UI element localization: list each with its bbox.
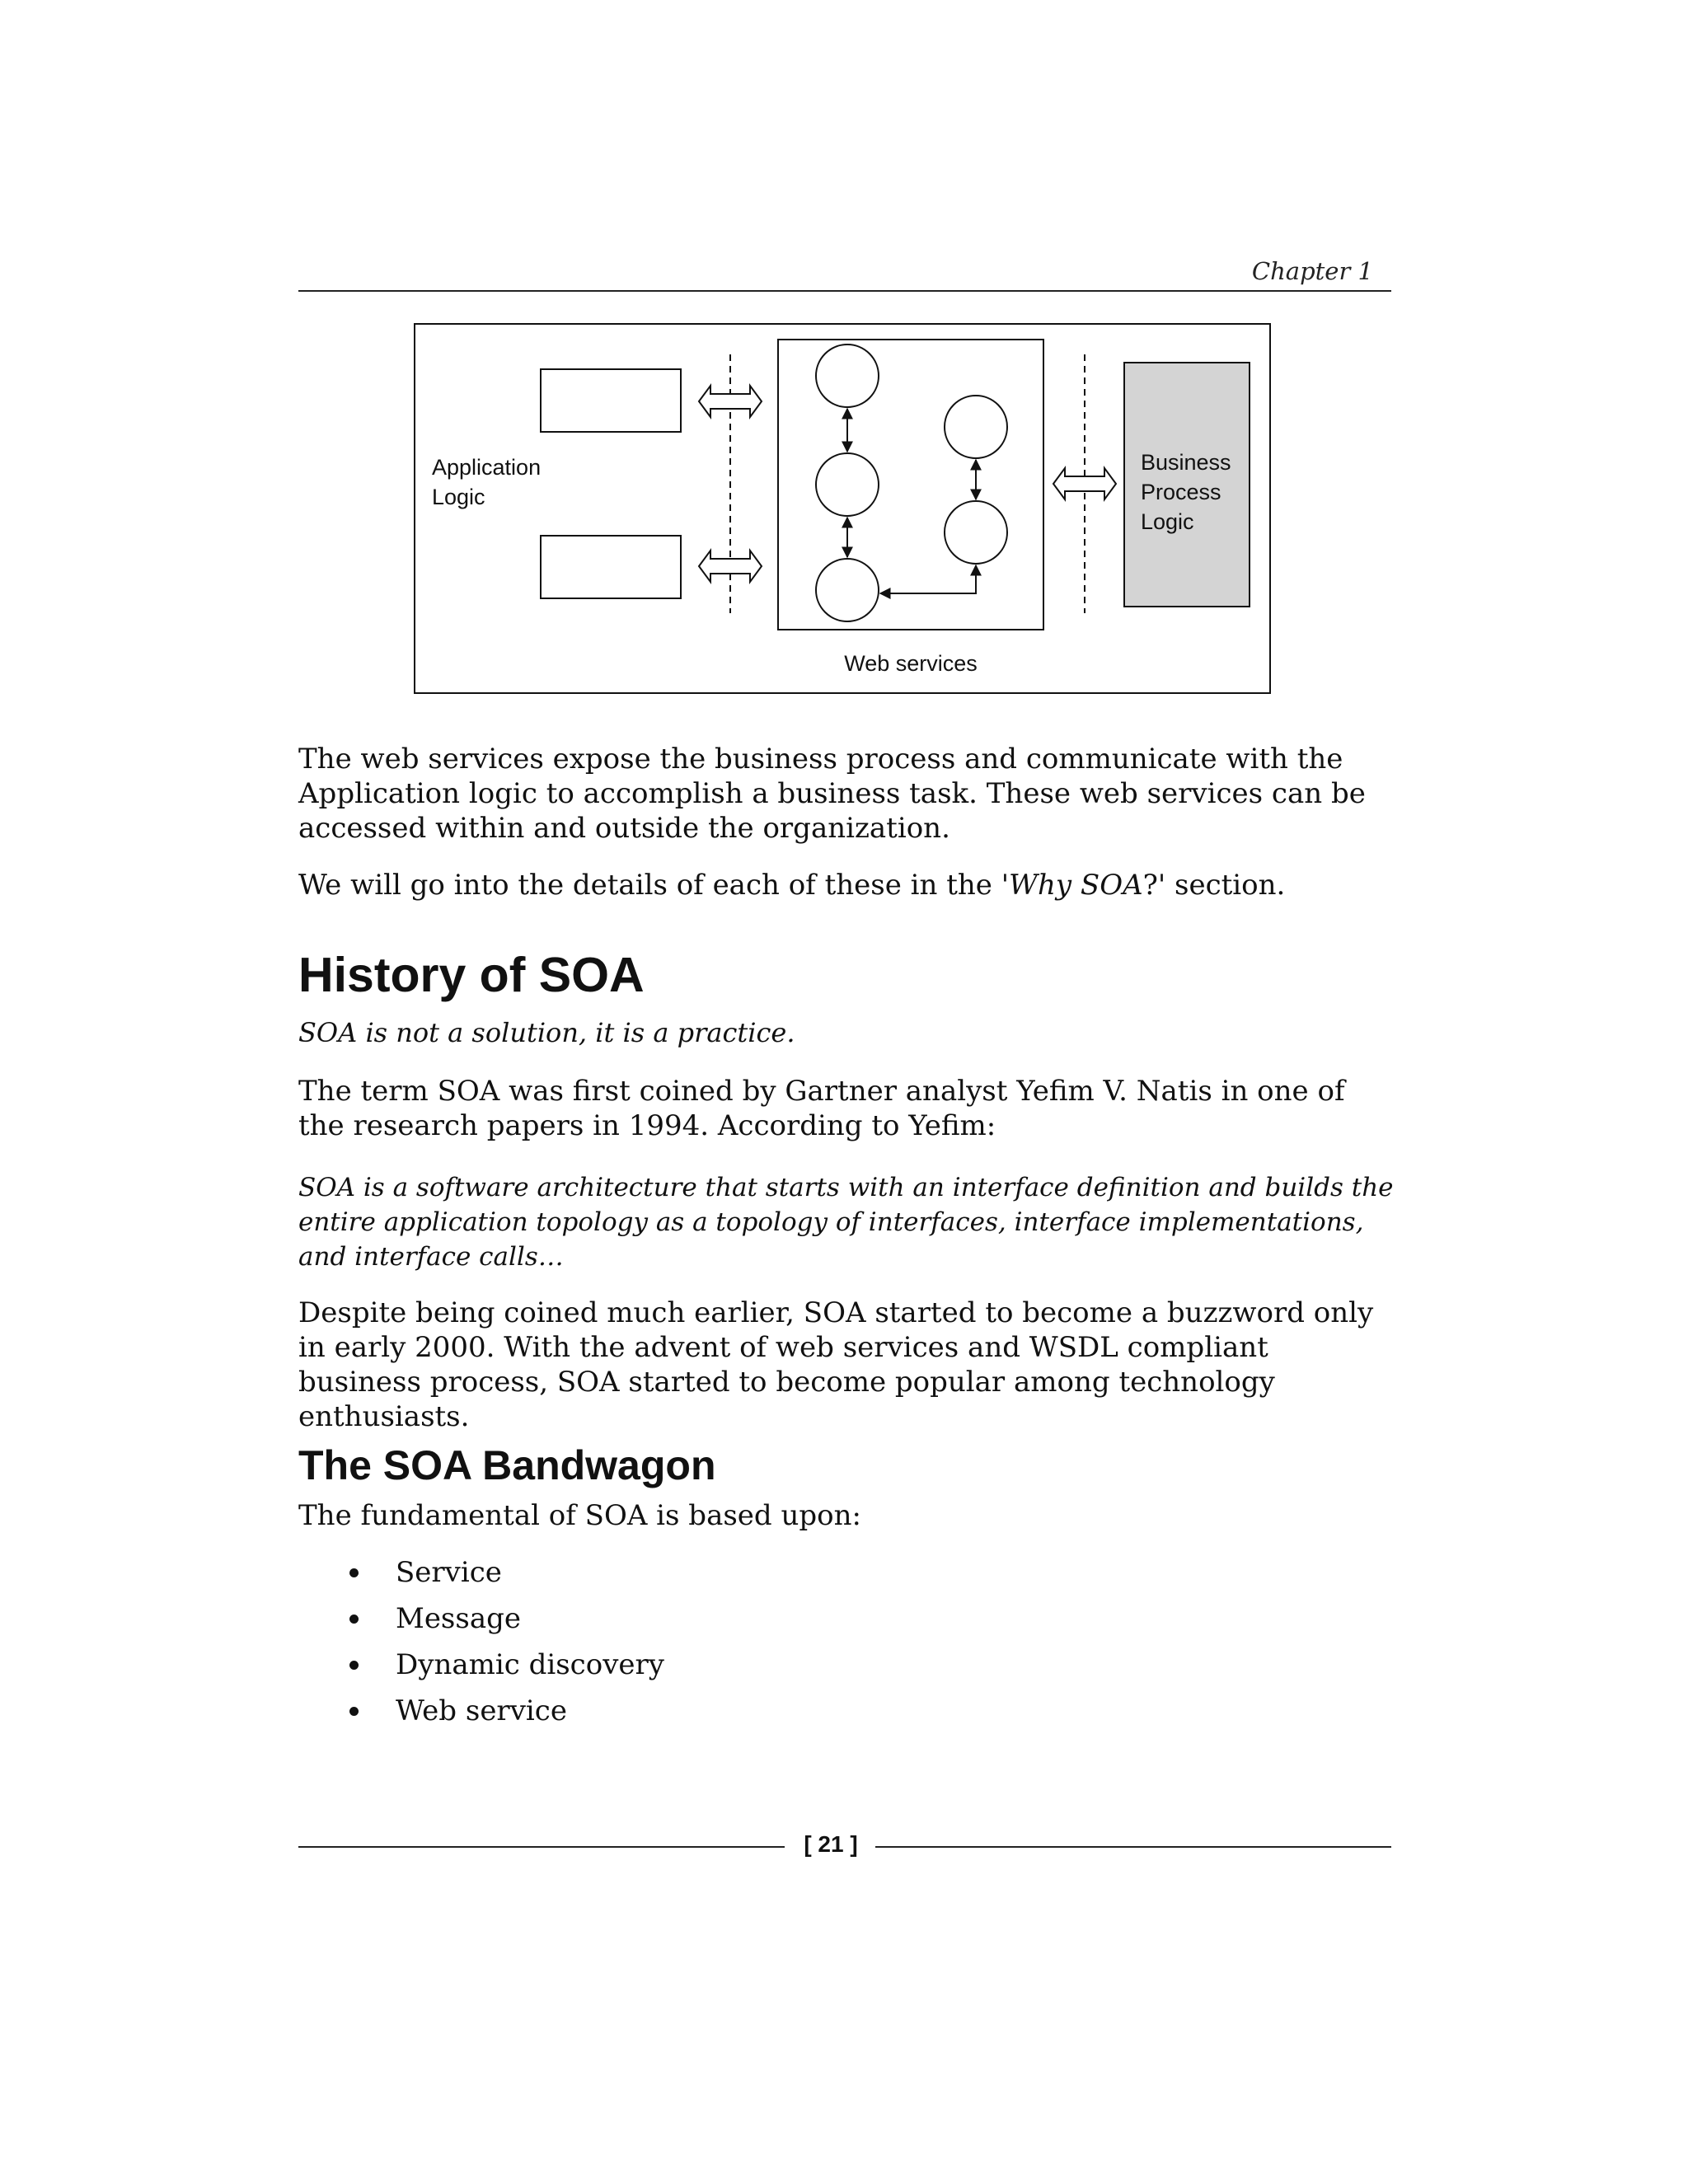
bullet-icon — [349, 1661, 359, 1670]
footer-rule-left — [298, 1846, 785, 1848]
svg-text:Business — [1141, 450, 1231, 475]
quote-yefim: SOA is a software architecture that starts with an interface definition and builds the entire application topology as a topology of interfaces, interface implementations, and interface calls… — [298, 1173, 1394, 1272]
svg-text:Process — [1141, 480, 1221, 504]
paragraph-term-soa: The term SOA was first coined by Gartner analyst Yefim V. Natis in one of the research papers in 1994. According to Yefim: — [298, 1075, 1345, 1142]
svg-text:Logic — [432, 485, 485, 509]
app-logic-box-bottom — [541, 536, 681, 598]
epigraph: SOA is not a solution, it is a practice. — [298, 1017, 795, 1048]
list-item: Dynamic discovery — [298, 1647, 1123, 1694]
paragraph-buzzword: Despite being coined much earlier, SOA started to become a buzzword only in early 2000. With the advent of web services and WSDL compliant business process, SOA started to become popular among technology enthusiasts. — [298, 1296, 1374, 1433]
footer-rule-right — [875, 1846, 1391, 1848]
bullet-icon — [349, 1615, 359, 1624]
business-label-line1: Business — [1141, 450, 1231, 475]
list-item: Message — [298, 1601, 1123, 1647]
svg-text:Application — [432, 455, 541, 480]
why-soa-reference: Why SOA — [1009, 869, 1143, 902]
svg-text:Logic — [1141, 509, 1194, 534]
page-number: [ 21 ] — [804, 1831, 858, 1857]
bullet-icon — [349, 1707, 359, 1716]
service-node-5 — [945, 501, 1007, 564]
svg-text:Web services — [844, 651, 978, 676]
web-services-label: Web services — [844, 651, 978, 676]
app-logic-label-line1: Application — [432, 455, 542, 480]
app-logic-label-line2: Logic — [432, 485, 485, 509]
list-item: Service — [298, 1555, 1123, 1601]
soa-diagram — [414, 323, 1273, 696]
heading-soa-bandwagon: The SOA Bandwagon — [298, 1442, 716, 1488]
service-node-2 — [816, 453, 879, 516]
paragraph-why-soa: We will go into the details of each of these in the 'Why SOA?' section. — [298, 869, 1286, 902]
chapter-label: Chapter 1 — [1251, 257, 1373, 285]
fundamentals-list — [298, 1555, 1123, 1740]
business-label-line3: Logic — [1141, 509, 1194, 534]
business-label-line2: Process — [1141, 480, 1221, 504]
heading-history-of-soa: History of SOA — [298, 948, 645, 1002]
app-logic-box-top — [541, 369, 681, 432]
paragraph-fundamental: The fundamental of SOA is based upon: — [298, 1499, 861, 1532]
service-node-4 — [945, 396, 1007, 458]
bullet-icon — [349, 1568, 359, 1577]
header-rule — [298, 290, 1391, 292]
list-item: Web service — [298, 1694, 1123, 1740]
service-node-3 — [816, 559, 879, 621]
paragraph-web-services: The web services expose the business process and communicate with the Application logic to accomplish a business task. These web services can be accessed within and outside the organization. — [298, 743, 1366, 845]
service-node-1 — [816, 344, 879, 407]
